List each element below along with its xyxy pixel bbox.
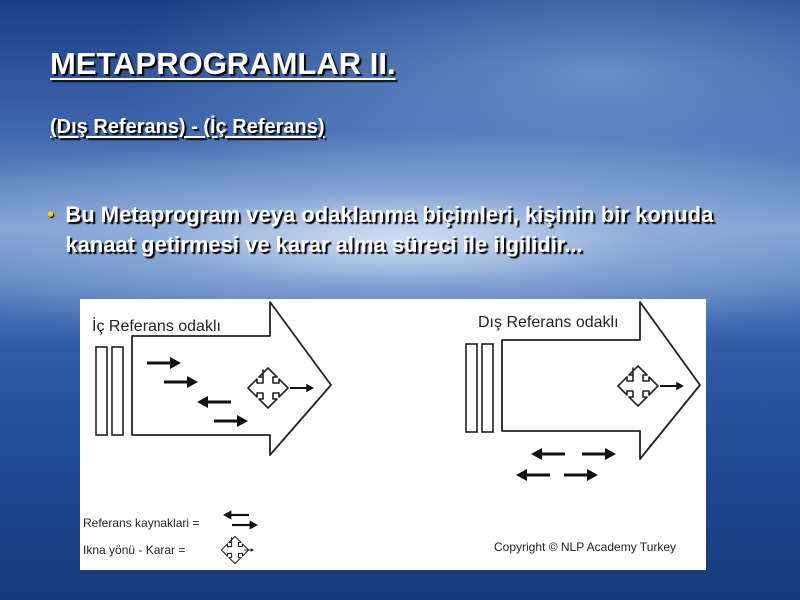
bullet-item <box>47 200 737 260</box>
metaprogram-diagram <box>80 299 706 570</box>
legend <box>83 510 258 563</box>
legend-right-arrow-icon <box>232 520 258 529</box>
legend-sources-label: Referans kaynaklari = <box>83 516 200 530</box>
slide-subtitle: (Dış Referans) - (İç Referans) <box>50 116 325 138</box>
internal-reference-title: İç Referans odaklı <box>92 318 221 335</box>
external-reference-title: Dış Referans odaklı <box>478 314 619 331</box>
slide-title: METAPROGRAMLAR II. <box>50 46 396 81</box>
copyright-text: Copyright © NLP Academy Turkey <box>494 540 677 554</box>
external-reference-diagram <box>466 302 700 481</box>
legend-left-arrow-icon <box>223 510 249 519</box>
right-arrow-icon <box>564 469 598 481</box>
legend-decision-label: Ikna yönü - Karar = <box>83 543 186 557</box>
right-panel-bar <box>466 344 477 432</box>
left-arrow-icon <box>531 448 565 460</box>
internal-reference-diagram <box>92 302 331 455</box>
right-panel-bar <box>482 344 493 432</box>
left-arrow-icon <box>516 469 550 481</box>
right-arrow-icon <box>582 448 616 460</box>
left-panel-bar <box>112 347 123 435</box>
left-panel-bar <box>96 347 107 435</box>
bullet-text: Bu Metaprogram veya odaklanma biçimleri, kişinin bir konuda kanaat getirmesi ve karar alma süreci ile ilgilidir... <box>65 202 714 257</box>
bullet-icon: • <box>47 204 55 226</box>
